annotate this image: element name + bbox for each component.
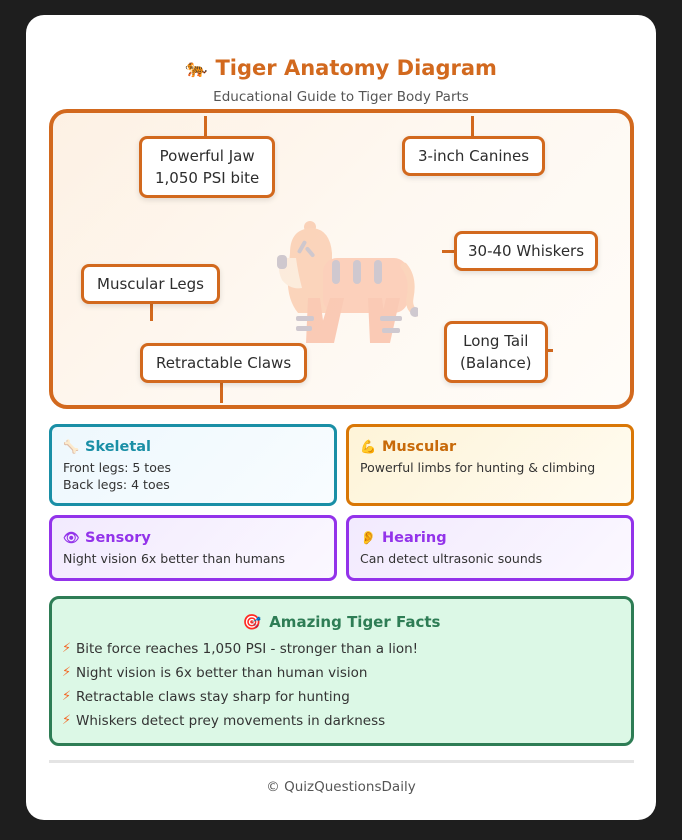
info-card-muscular <box>346 424 634 506</box>
label-line: 30-40 Whiskers <box>468 242 585 260</box>
card-text: Night vision 6x better than humans <box>63 551 286 566</box>
info-card-sensory <box>49 515 337 581</box>
facts-panel <box>49 596 634 746</box>
card-text: Front legs: 5 toes <box>63 460 172 475</box>
jaw-connector-line <box>204 116 207 136</box>
facts-title-text: Amazing Tiger Facts <box>269 613 441 631</box>
claws-connector-line <box>220 381 223 403</box>
tiger-illustration-icon <box>268 218 418 343</box>
title-text: Tiger Anatomy Diagram <box>215 56 497 80</box>
fact-text: Retractable claws stay sharp for hunting <box>76 689 350 705</box>
card-text: Powerful limbs for hunting & climbing <box>360 460 596 475</box>
fact-text: Whiskers detect prey movements in darkness <box>76 713 386 729</box>
lightning-icon: ⚡ <box>62 641 72 656</box>
canines-connector-line <box>471 116 474 136</box>
label-line: Retractable Claws <box>156 354 292 372</box>
label-muscular-legs <box>81 264 220 304</box>
lightning-icon: ⚡ <box>62 665 72 680</box>
label-line: Long Tail <box>463 332 529 350</box>
infographic-card <box>26 15 656 820</box>
label-retractable-claws <box>140 343 307 383</box>
tiger-icon: 🐅 <box>185 57 208 79</box>
card-text: Can detect ultrasonic sounds <box>360 551 543 566</box>
info-card-skeletal <box>49 424 337 506</box>
flexed-bicep-icon: 💪 <box>360 439 377 455</box>
card-title: Sensory <box>85 530 151 546</box>
label-canines <box>402 136 545 176</box>
target-icon: 🎯 <box>242 613 262 631</box>
eye-icon: 👁 <box>63 530 80 546</box>
card-title: Skeletal <box>85 439 152 455</box>
anatomy-diagram <box>49 109 634 409</box>
label-whiskers <box>454 231 598 271</box>
lightning-icon: ⚡ <box>62 689 72 704</box>
card-title: Hearing <box>382 530 447 546</box>
label-powerful-jaw <box>139 136 275 198</box>
facts-title <box>62 611 621 633</box>
label-line: Powerful Jaw <box>159 147 255 165</box>
fact-item <box>62 709 621 733</box>
page-subtitle: Educational Guide to Tiger Body Parts <box>213 89 469 105</box>
footer-copyright: © QuizQuestionsDaily <box>266 779 416 795</box>
bone-icon: 🦴 <box>63 439 80 455</box>
page-title <box>26 55 656 81</box>
lightning-icon: ⚡ <box>62 713 72 728</box>
info-card-hearing <box>346 515 634 581</box>
label-long-tail <box>444 321 548 383</box>
fact-text: Night vision is 6x better than human vision <box>76 665 368 681</box>
fact-item <box>62 661 621 685</box>
ear-icon: 👂 <box>360 530 377 546</box>
footer-divider <box>49 760 634 763</box>
fact-item <box>62 637 621 661</box>
label-line: 3-inch Canines <box>418 147 530 165</box>
label-line: (Balance) <box>460 354 532 372</box>
fact-item <box>62 685 621 709</box>
legs-connector-line <box>150 301 153 321</box>
label-line: Muscular Legs <box>97 275 204 293</box>
card-text: Back legs: 4 toes <box>63 477 170 492</box>
header <box>26 55 656 105</box>
label-line: 1,050 PSI bite <box>155 169 260 187</box>
facts-list <box>62 637 621 733</box>
card-title: Muscular <box>382 439 457 455</box>
fact-text: Bite force reaches 1,050 PSI - stronger than a lion! <box>76 641 419 657</box>
